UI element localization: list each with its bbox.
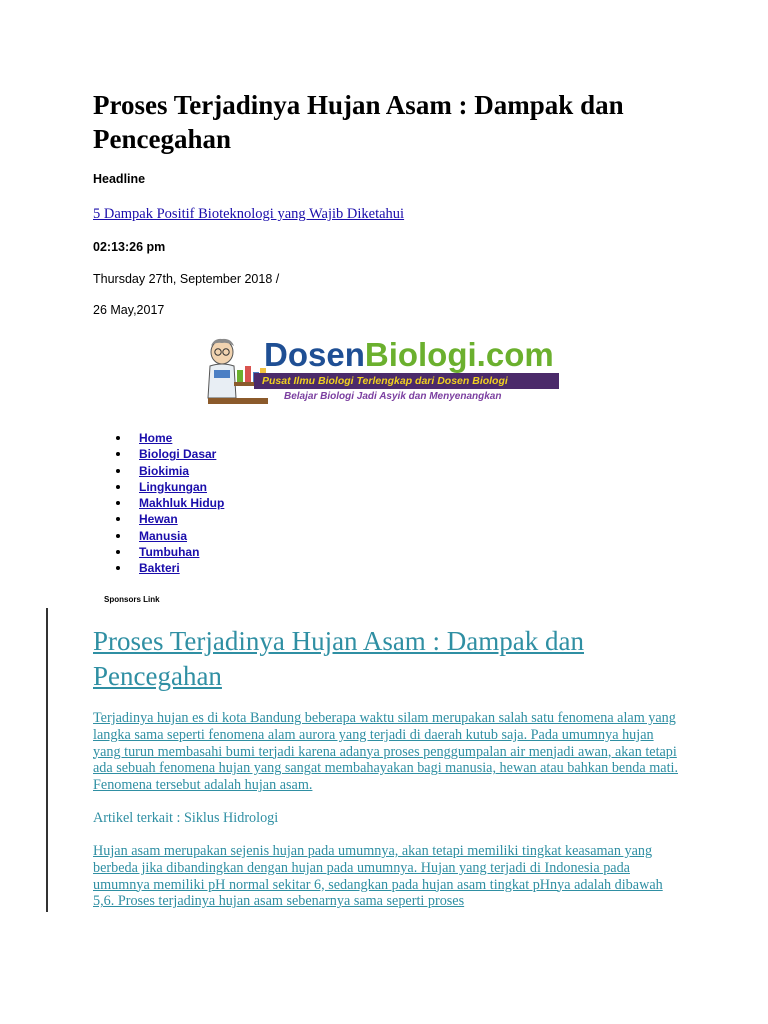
nav-item-biologi-dasar [116, 446, 224, 462]
bullet-icon [116, 550, 120, 554]
date-line: Thursday 27th, September 2018 / [93, 272, 280, 286]
bullet-icon [116, 452, 120, 456]
nav-link-biokimia[interactable]: Biokimia [139, 463, 190, 478]
page-title: Proses Terjadinya Hujan Asam : Dampak dan Pencegahan [93, 90, 624, 154]
nav-link-biologi-dasar[interactable]: Biologi Dasar [139, 447, 217, 462]
bullet-icon [116, 485, 120, 489]
bullet-icon [116, 534, 120, 538]
bullet-icon [116, 517, 120, 521]
nav-item-hewan [116, 511, 224, 527]
post-date: 26 May,2017 [93, 303, 165, 317]
sponsors-label: Sponsors Link [104, 595, 160, 604]
nav-item-lingkungan [116, 479, 224, 495]
article-paragraph-2[interactable]: Hujan asam merupakan sejenis hujan pada umumnya, akan tetapi memiliki tingkat keasaman yang berbeda jika dibandingkan dengan hujan pada umumnya. Hujan yang terjadi di Indonesia pada umumnya memiliki pH normal sekitar 6, sedangkan pada hujan asam tingkat pHnya adalah dibawah 5,6. Proses terjadinya hujan asam sebenarnya sama seperti proses [93, 843, 663, 910]
nav-item-home [116, 430, 224, 446]
related-article-link[interactable]: Artikel terkait : Siklus Hidrologi [93, 810, 279, 826]
time-text: 02:13:26 pm [93, 240, 166, 254]
logo-tagline: Pusat Ilmu Biologi Terlengkap dari Dosen Biologi [262, 375, 508, 387]
nav-item-biokimia [116, 463, 224, 479]
headline-link[interactable]: 5 Dampak Positif Bioteknologi yang Wajib Diketahui [93, 206, 405, 222]
article-title-link[interactable]: Proses Terjadinya Hujan Asam : Dampak dan Pencegahan [93, 626, 585, 691]
bullet-icon [116, 501, 120, 505]
bullet-icon [116, 469, 120, 473]
scientist-icon [204, 336, 270, 408]
logo-wordmark [264, 336, 554, 374]
bullet-icon [116, 436, 120, 440]
nav-link-bakteri[interactable]: Bakteri [139, 561, 180, 576]
nav-link-tumbuhan[interactable]: Tumbuhan [139, 545, 200, 560]
nav-link-hewan[interactable]: Hewan [139, 512, 178, 527]
nav-link-home[interactable]: Home [139, 431, 173, 445]
margin-line [46, 608, 48, 912]
main-nav [116, 430, 224, 577]
article-paragraph-1[interactable]: Terjadinya hujan es di kota Bandung beberapa waktu silam merupakan salah satu fenomena alam yang langka sama seperti fenomena alam aurora yang terjadi di daerah kutub saja. Pada umumnya hujan yang turun membasahi bumi terjadi karena adanya proses penggumpalan air menjadi awan, akan tetapi ada sebuah fenomena hujan yang sangat membahayakan bagi manusia, hewan atau bahkan benda mati. Fenomena tersebut adalah hujan asam. [93, 710, 679, 794]
nav-item-makhluk-hidup [116, 495, 224, 511]
nav-link-lingkungan[interactable]: Lingkungan [139, 479, 207, 494]
nav-item-bakteri [116, 560, 224, 576]
nav-item-tumbuhan [116, 544, 224, 560]
nav-item-manusia [116, 528, 224, 544]
headline-label: Headline [93, 172, 146, 186]
logo-word-biologi: Biologi.com [364, 336, 554, 373]
bullet-icon [116, 566, 120, 570]
site-logo[interactable] [204, 336, 574, 414]
nav-link-manusia[interactable]: Manusia [139, 528, 188, 543]
nav-link-makhluk-hidup[interactable]: Makhluk Hidup [139, 496, 225, 511]
logo-word-dosen: Dosen [264, 336, 365, 373]
logo-subtagline: Belajar Biologi Jadi Asyik dan Menyenangkan [284, 391, 502, 402]
